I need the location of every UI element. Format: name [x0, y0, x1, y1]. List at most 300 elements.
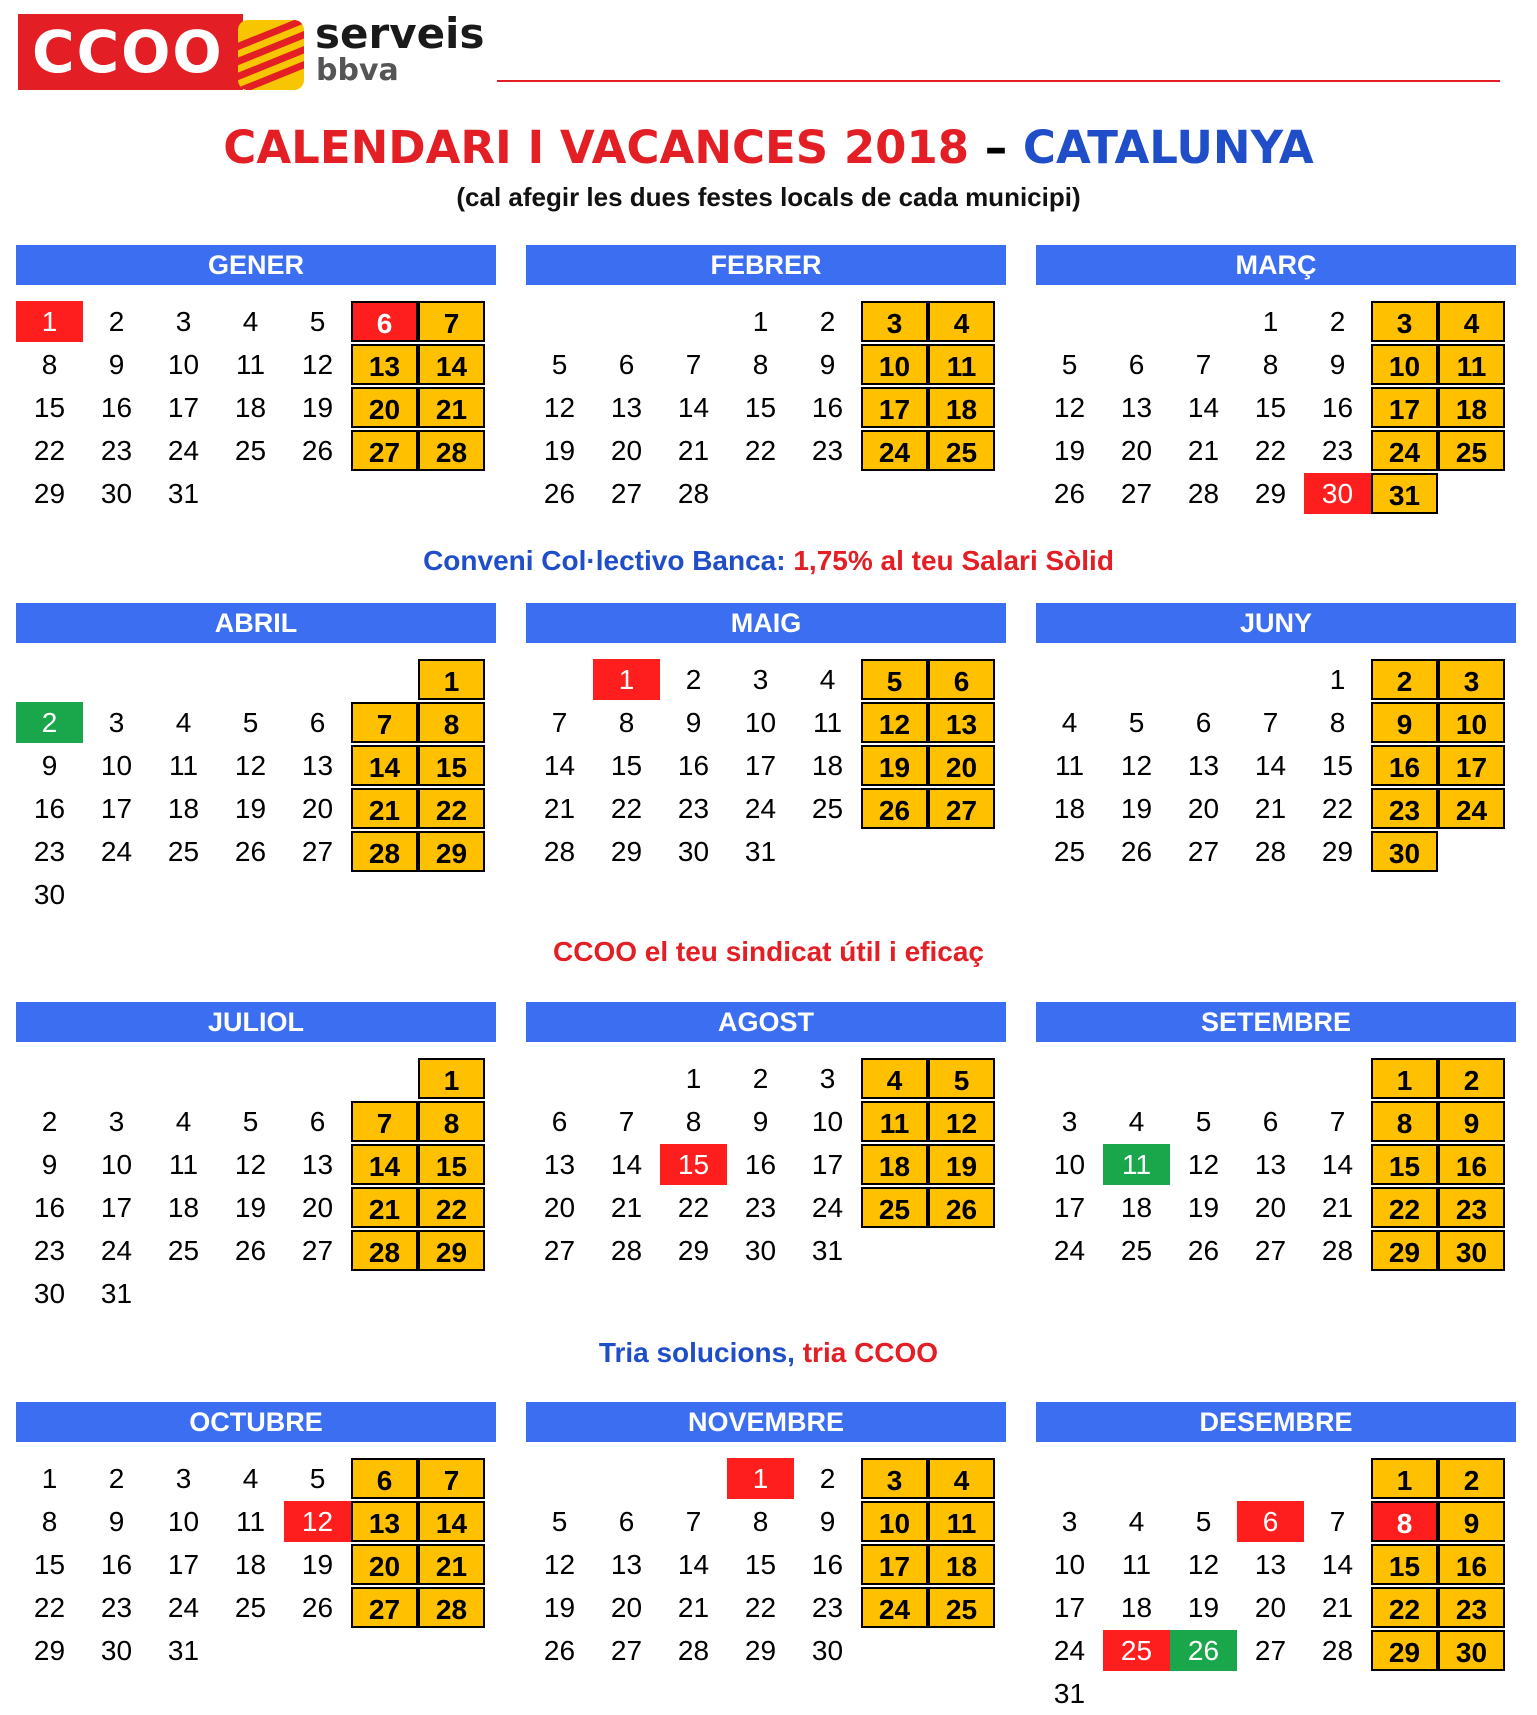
day-cell: 24 [167, 1592, 200, 1623]
day-cell: 10 [167, 349, 200, 380]
day-cell: 28 [677, 1635, 710, 1666]
day-cell-weekend: 5 [861, 659, 928, 700]
day-cell-weekend: 21 [418, 1544, 485, 1585]
day-cell: 26 [301, 1592, 334, 1623]
day-cell: 30 [811, 1635, 844, 1666]
day-cell-weekend: 23 [1371, 788, 1438, 829]
slogan-conveni-label: Conveni Col·lectivo Banca: [423, 545, 794, 576]
month-març [1036, 245, 1516, 511]
day-cell-weekend: 17 [1438, 745, 1505, 786]
day-cell: 9 [108, 1506, 125, 1537]
day-cell-weekend: 1 [1371, 1458, 1438, 1499]
month-abril [16, 603, 496, 910]
day-cell: 11 [168, 1149, 199, 1180]
day-cell-weekend: 7 [418, 1458, 485, 1499]
day-cell: 8 [41, 349, 58, 380]
day-cell: 6 [1262, 1106, 1279, 1137]
month-gener [16, 245, 496, 509]
day-cell-weekend: 4 [928, 1458, 995, 1499]
day-cell-weekend: 29 [1371, 1230, 1438, 1271]
day-cell-weekend: 15 [418, 1144, 485, 1185]
day-cell: 15 [33, 392, 66, 423]
day-cell-weekend: 28 [418, 1587, 485, 1628]
day-cell: 13 [1187, 750, 1220, 781]
day-cell: 17 [1053, 1592, 1086, 1623]
day-cell: 28 [1321, 1635, 1354, 1666]
day-cell: 21 [1321, 1592, 1354, 1623]
day-cell: 12 [543, 1549, 576, 1580]
day-cell: 10 [167, 1506, 200, 1537]
day-cell: 20 [1187, 793, 1220, 824]
day-cell-weekend: 30 [1371, 831, 1438, 872]
day-cell: 9 [819, 1506, 836, 1537]
day-cell: 8 [41, 1506, 58, 1537]
day-cell-weekend: 11 [861, 1101, 928, 1142]
day-cell: 9 [819, 349, 836, 380]
day-cell-local-holiday: 26 [1170, 1630, 1237, 1671]
day-cell: 30 [100, 478, 133, 509]
day-cell: 1 [1329, 664, 1346, 695]
day-cell: 8 [685, 1106, 702, 1137]
day-cell: 6 [618, 1506, 635, 1537]
day-cell-holiday: 15 [660, 1144, 727, 1185]
slogan-conveni-value: 1,75% al teu Salari Sòlid [793, 545, 1114, 576]
day-cell: 18 [811, 750, 844, 781]
day-cell: 5 [242, 707, 259, 738]
day-cell: 11 [168, 750, 199, 781]
day-cell-weekend: 3 [861, 301, 928, 342]
day-cell: 8 [752, 1506, 769, 1537]
day-cell: 23 [811, 435, 844, 466]
day-cell: 6 [618, 349, 635, 380]
day-cell: 31 [167, 1635, 200, 1666]
day-cell: 13 [301, 1149, 334, 1180]
day-cell: 7 [685, 349, 702, 380]
day-cell: 19 [234, 793, 267, 824]
day-cell: 12 [1187, 1549, 1220, 1580]
day-cell-weekend: 21 [418, 387, 485, 428]
month-octubre [16, 1402, 496, 1666]
slogan-sindicat [0, 936, 1537, 968]
day-cell: 30 [677, 836, 710, 867]
day-cell: 19 [301, 392, 334, 423]
logo-serveis-text: serveis [315, 9, 485, 58]
day-cell: 20 [543, 1192, 576, 1223]
day-cell: 17 [811, 1149, 844, 1180]
day-cell: 22 [1254, 435, 1287, 466]
month-name: NOVEMBRE [526, 1402, 1006, 1442]
day-cell: 2 [1329, 306, 1346, 337]
day-cell-weekend: 31 [1371, 473, 1438, 514]
day-cell-weekend: 27 [351, 1587, 418, 1628]
month-name: FEBRER [526, 245, 1006, 285]
day-cell: 31 [100, 1278, 133, 1309]
day-cell-weekend: 14 [351, 1144, 418, 1185]
day-cell-weekend: 10 [861, 1501, 928, 1542]
day-cell: 4 [819, 664, 836, 695]
day-cell-weekend: 22 [418, 1187, 485, 1228]
header-divider [497, 80, 1500, 82]
day-cell: 11 [235, 1506, 266, 1537]
day-cell-weekend: 3 [1371, 301, 1438, 342]
day-cell: 12 [234, 1149, 267, 1180]
day-cell: 27 [1120, 478, 1153, 509]
day-cell: 23 [677, 793, 710, 824]
day-cell: 3 [752, 664, 769, 695]
day-cell-weekend: 1 [1371, 1058, 1438, 1099]
day-cell: 1 [685, 1063, 702, 1094]
day-cell: 3 [819, 1063, 836, 1094]
day-cell: 23 [100, 1592, 133, 1623]
day-cell: 22 [744, 1592, 777, 1623]
day-cell: 9 [685, 707, 702, 738]
day-cell: 10 [811, 1106, 844, 1137]
day-cell: 31 [744, 836, 777, 867]
title-dash: – [969, 121, 1023, 174]
month-name: MAIG [526, 603, 1006, 643]
day-cell: 2 [752, 1063, 769, 1094]
day-cell-weekend: 23 [1438, 1187, 1505, 1228]
day-cell-weekend: 10 [861, 344, 928, 385]
day-cell-weekend: 17 [1371, 387, 1438, 428]
day-cell: 7 [685, 1506, 702, 1537]
month-juliol [16, 1002, 496, 1309]
day-cell-weekend: 22 [418, 788, 485, 829]
day-cell: 24 [811, 1192, 844, 1223]
month-name: DESEMBRE [1036, 1402, 1516, 1442]
day-cell: 20 [1120, 435, 1153, 466]
day-cell: 23 [100, 435, 133, 466]
day-cell: 11 [235, 349, 266, 380]
day-cell: 22 [33, 1592, 66, 1623]
day-cell: 30 [100, 1635, 133, 1666]
day-cell: 2 [108, 306, 125, 337]
day-cell: 8 [752, 349, 769, 380]
title-main: CALENDARI I VACANCES 2018 [223, 121, 970, 174]
day-cell: 3 [108, 1106, 125, 1137]
day-cell: 18 [167, 1192, 200, 1223]
day-cell-weekend: 11 [1438, 344, 1505, 385]
month-name: SETEMBRE [1036, 1002, 1516, 1042]
day-cell: 14 [1187, 392, 1220, 423]
day-cell: 3 [1061, 1106, 1078, 1137]
day-cell: 2 [41, 1106, 58, 1137]
day-cell-local-holiday: 2 [16, 702, 83, 743]
day-cell-weekend: 28 [351, 1230, 418, 1271]
day-cell: 12 [301, 349, 334, 380]
day-cell: 8 [618, 707, 635, 738]
day-cell-weekend: 1 [418, 1058, 485, 1099]
day-cell: 14 [677, 1549, 710, 1580]
day-cell-weekend: 3 [861, 1458, 928, 1499]
day-cell: 26 [234, 1235, 267, 1266]
day-cell-weekend: 25 [1438, 430, 1505, 471]
day-cell: 16 [744, 1149, 777, 1180]
day-cell-weekend: 25 [861, 1187, 928, 1228]
day-cell: 30 [744, 1235, 777, 1266]
day-cell: 18 [167, 793, 200, 824]
day-cell: 14 [1321, 1549, 1354, 1580]
day-cell-weekend: 3 [1438, 659, 1505, 700]
month-agost [526, 1002, 1006, 1266]
day-cell-holiday: 1 [727, 1458, 794, 1499]
day-cell-weekend: 26 [928, 1187, 995, 1228]
day-cell-weekend: 17 [861, 1544, 928, 1585]
day-cell: 21 [543, 793, 576, 824]
day-cell-weekend: 8 [1371, 1101, 1438, 1142]
day-cell-weekend: 28 [418, 430, 485, 471]
day-cell: 4 [1128, 1106, 1145, 1137]
day-cell: 26 [234, 836, 267, 867]
day-cell: 13 [301, 750, 334, 781]
day-cell: 10 [1053, 1149, 1086, 1180]
month-setembre [1036, 1002, 1516, 1268]
day-cell: 5 [1128, 707, 1145, 738]
day-cell: 16 [100, 1549, 133, 1580]
day-cell: 7 [618, 1106, 635, 1137]
day-cell-weekend: 27 [351, 430, 418, 471]
day-cell-weekend: 11 [928, 1501, 995, 1542]
day-cell: 27 [301, 836, 334, 867]
day-cell: 17 [1053, 1192, 1086, 1223]
day-cell: 3 [1061, 1506, 1078, 1537]
day-cell-weekend: 16 [1438, 1144, 1505, 1185]
day-cell: 25 [234, 1592, 267, 1623]
day-cell: 20 [1254, 1592, 1287, 1623]
day-cell-weekend: 15 [1371, 1544, 1438, 1585]
day-cell: 9 [1329, 349, 1346, 380]
day-cell: 24 [744, 793, 777, 824]
day-cell: 24 [100, 836, 133, 867]
month-name: MARÇ [1036, 245, 1516, 285]
day-cell: 5 [1061, 349, 1078, 380]
month-name: JULIOL [16, 1002, 496, 1042]
day-cell: 10 [100, 1149, 133, 1180]
day-cell: 27 [1254, 1235, 1287, 1266]
day-cell: 19 [1187, 1592, 1220, 1623]
day-cell-weekend: 8 [418, 702, 485, 743]
day-cell-weekend: 15 [418, 745, 485, 786]
day-cell: 16 [677, 750, 710, 781]
day-cell: 7 [551, 707, 568, 738]
day-cell: 14 [1321, 1149, 1354, 1180]
day-cell-holiday: 1 [593, 659, 660, 700]
day-cell: 14 [610, 1149, 643, 1180]
day-cell-holiday: 30 [1304, 473, 1371, 514]
day-cell-holiday: 12 [284, 1501, 351, 1542]
day-cell: 2 [685, 664, 702, 695]
day-cell: 7 [1329, 1506, 1346, 1537]
day-cell-weekend: 16 [1371, 745, 1438, 786]
slogan-tria-value: tria CCOO [802, 1337, 939, 1368]
day-cell: 6 [309, 1106, 326, 1137]
month-name: ABRIL [16, 603, 496, 643]
day-cell: 18 [1053, 793, 1086, 824]
day-cell: 28 [677, 478, 710, 509]
day-cell: 27 [1254, 1635, 1287, 1666]
day-cell-weekend: 18 [1438, 387, 1505, 428]
senyera-flag-icon [238, 20, 304, 90]
month-name: OCTUBRE [16, 1402, 496, 1442]
day-cell-weekend: 21 [351, 1187, 418, 1228]
day-cell: 22 [1321, 793, 1354, 824]
day-cell-weekend: 14 [351, 745, 418, 786]
day-cell: 28 [1321, 1235, 1354, 1266]
day-cell-weekend: 12 [861, 702, 928, 743]
day-cell-weekend: 30 [1438, 1630, 1505, 1671]
month-juny [1036, 603, 1516, 869]
day-cell-weekend: 23 [1438, 1587, 1505, 1628]
day-cell: 1 [1262, 306, 1279, 337]
day-cell-weekend: 18 [928, 387, 995, 428]
day-cell: 21 [677, 1592, 710, 1623]
logo-bank-text: bbva [316, 53, 399, 88]
day-cell: 6 [1128, 349, 1145, 380]
day-cell: 6 [1195, 707, 1212, 738]
day-cell: 9 [108, 349, 125, 380]
day-cell: 12 [234, 750, 267, 781]
day-cell: 3 [175, 306, 192, 337]
day-cell: 16 [1321, 392, 1354, 423]
month-febrer [526, 245, 1006, 509]
day-cell: 17 [167, 1549, 200, 1580]
day-cell-weekend: 5 [928, 1058, 995, 1099]
day-cell: 3 [175, 1463, 192, 1494]
day-cell: 5 [551, 349, 568, 380]
day-cell: 25 [167, 1235, 200, 1266]
slogan-conveni [0, 545, 1537, 577]
day-cell-weekend: 13 [351, 344, 418, 385]
day-cell: 14 [677, 392, 710, 423]
day-cell: 26 [1120, 836, 1153, 867]
day-cell: 22 [744, 435, 777, 466]
title-region: CATALUNYA [1022, 121, 1314, 174]
day-cell-weekend: 24 [1371, 430, 1438, 471]
day-cell: 16 [811, 392, 844, 423]
day-cell: 31 [811, 1235, 844, 1266]
slogan-tria [0, 1337, 1537, 1369]
day-cell: 29 [744, 1635, 777, 1666]
day-cell: 12 [543, 392, 576, 423]
day-cell: 19 [234, 1192, 267, 1223]
day-cell-weekend: 2 [1438, 1458, 1505, 1499]
day-cell: 22 [33, 435, 66, 466]
day-cell: 13 [610, 392, 643, 423]
day-cell-weekend: 17 [861, 387, 928, 428]
day-cell: 19 [301, 1549, 334, 1580]
day-cell-weekend: 24 [1438, 788, 1505, 829]
day-cell-weekend: 29 [1371, 1630, 1438, 1671]
day-cell: 27 [301, 1235, 334, 1266]
day-cell-weekend: 7 [418, 301, 485, 342]
day-cell: 31 [1053, 1678, 1086, 1709]
day-cell: 20 [610, 1592, 643, 1623]
day-cell-weekend: 19 [861, 745, 928, 786]
day-cell: 22 [610, 793, 643, 824]
day-cell: 13 [610, 1549, 643, 1580]
day-cell: 25 [234, 435, 267, 466]
day-cell: 29 [33, 478, 66, 509]
day-cell: 25 [167, 836, 200, 867]
month-novembre [526, 1402, 1006, 1666]
day-cell: 26 [1187, 1235, 1220, 1266]
day-cell: 16 [33, 1192, 66, 1223]
day-cell: 5 [1195, 1106, 1212, 1137]
day-cell-weekend: 1 [418, 659, 485, 700]
day-cell: 2 [108, 1463, 125, 1494]
day-cell-weekend: 6 [351, 1458, 418, 1499]
day-cell: 9 [41, 750, 58, 781]
day-cell: 1 [41, 1463, 58, 1494]
day-cell-weekend: 13 [928, 702, 995, 743]
day-cell: 17 [167, 392, 200, 423]
day-cell: 27 [610, 478, 643, 509]
month-desembre [1036, 1402, 1516, 1709]
page-title [0, 122, 1537, 174]
day-cell: 7 [1195, 349, 1212, 380]
day-cell: 13 [1254, 1149, 1287, 1180]
day-cell: 19 [543, 1592, 576, 1623]
day-cell: 4 [242, 1463, 259, 1494]
day-cell: 12 [1187, 1149, 1220, 1180]
day-cell: 20 [301, 1192, 334, 1223]
day-cell: 18 [1120, 1592, 1153, 1623]
day-cell: 23 [811, 1592, 844, 1623]
day-cell-weekend: 7 [351, 1101, 418, 1142]
month-maig [526, 603, 1006, 867]
day-cell: 19 [543, 435, 576, 466]
day-cell: 15 [33, 1549, 66, 1580]
day-cell-weekend: 24 [861, 430, 928, 471]
day-cell: 11 [812, 707, 843, 738]
day-cell-holiday: 6 [1237, 1501, 1304, 1542]
day-cell: 19 [1120, 793, 1153, 824]
day-cell: 24 [100, 1235, 133, 1266]
day-cell: 29 [1254, 478, 1287, 509]
day-cell: 27 [610, 1635, 643, 1666]
day-cell: 11 [1054, 750, 1085, 781]
day-cell-weekend: 9 [1438, 1101, 1505, 1142]
day-cell: 15 [610, 750, 643, 781]
page-subtitle: (cal afegir les dues festes locals de cada municipi) [456, 182, 1081, 212]
month-name: JUNY [1036, 603, 1516, 643]
day-cell: 19 [1053, 435, 1086, 466]
day-cell-weekend: 22 [1371, 1587, 1438, 1628]
day-cell-weekend: 21 [351, 788, 418, 829]
day-cell: 29 [33, 1635, 66, 1666]
day-cell: 29 [610, 836, 643, 867]
day-cell: 9 [752, 1106, 769, 1137]
day-cell-weekend: 29 [418, 1230, 485, 1271]
day-cell: 26 [543, 478, 576, 509]
day-cell-weekend: 20 [351, 1544, 418, 1585]
day-cell: 20 [1254, 1192, 1287, 1223]
day-cell: 5 [242, 1106, 259, 1137]
day-cell: 2 [819, 306, 836, 337]
day-cell: 27 [543, 1235, 576, 1266]
day-cell: 22 [677, 1192, 710, 1223]
day-cell: 9 [41, 1149, 58, 1180]
day-cell: 13 [1254, 1549, 1287, 1580]
day-cell-weekend: 28 [351, 831, 418, 872]
day-cell-weekend: 22 [1371, 1187, 1438, 1228]
day-cell: 4 [1061, 707, 1078, 738]
day-cell: 15 [1254, 392, 1287, 423]
day-cell: 15 [1321, 750, 1354, 781]
day-cell: 21 [610, 1192, 643, 1223]
slogan-sindicat-text: CCOO el teu sindicat útil i eficaç [553, 936, 984, 967]
day-cell-weekend: 11 [928, 344, 995, 385]
